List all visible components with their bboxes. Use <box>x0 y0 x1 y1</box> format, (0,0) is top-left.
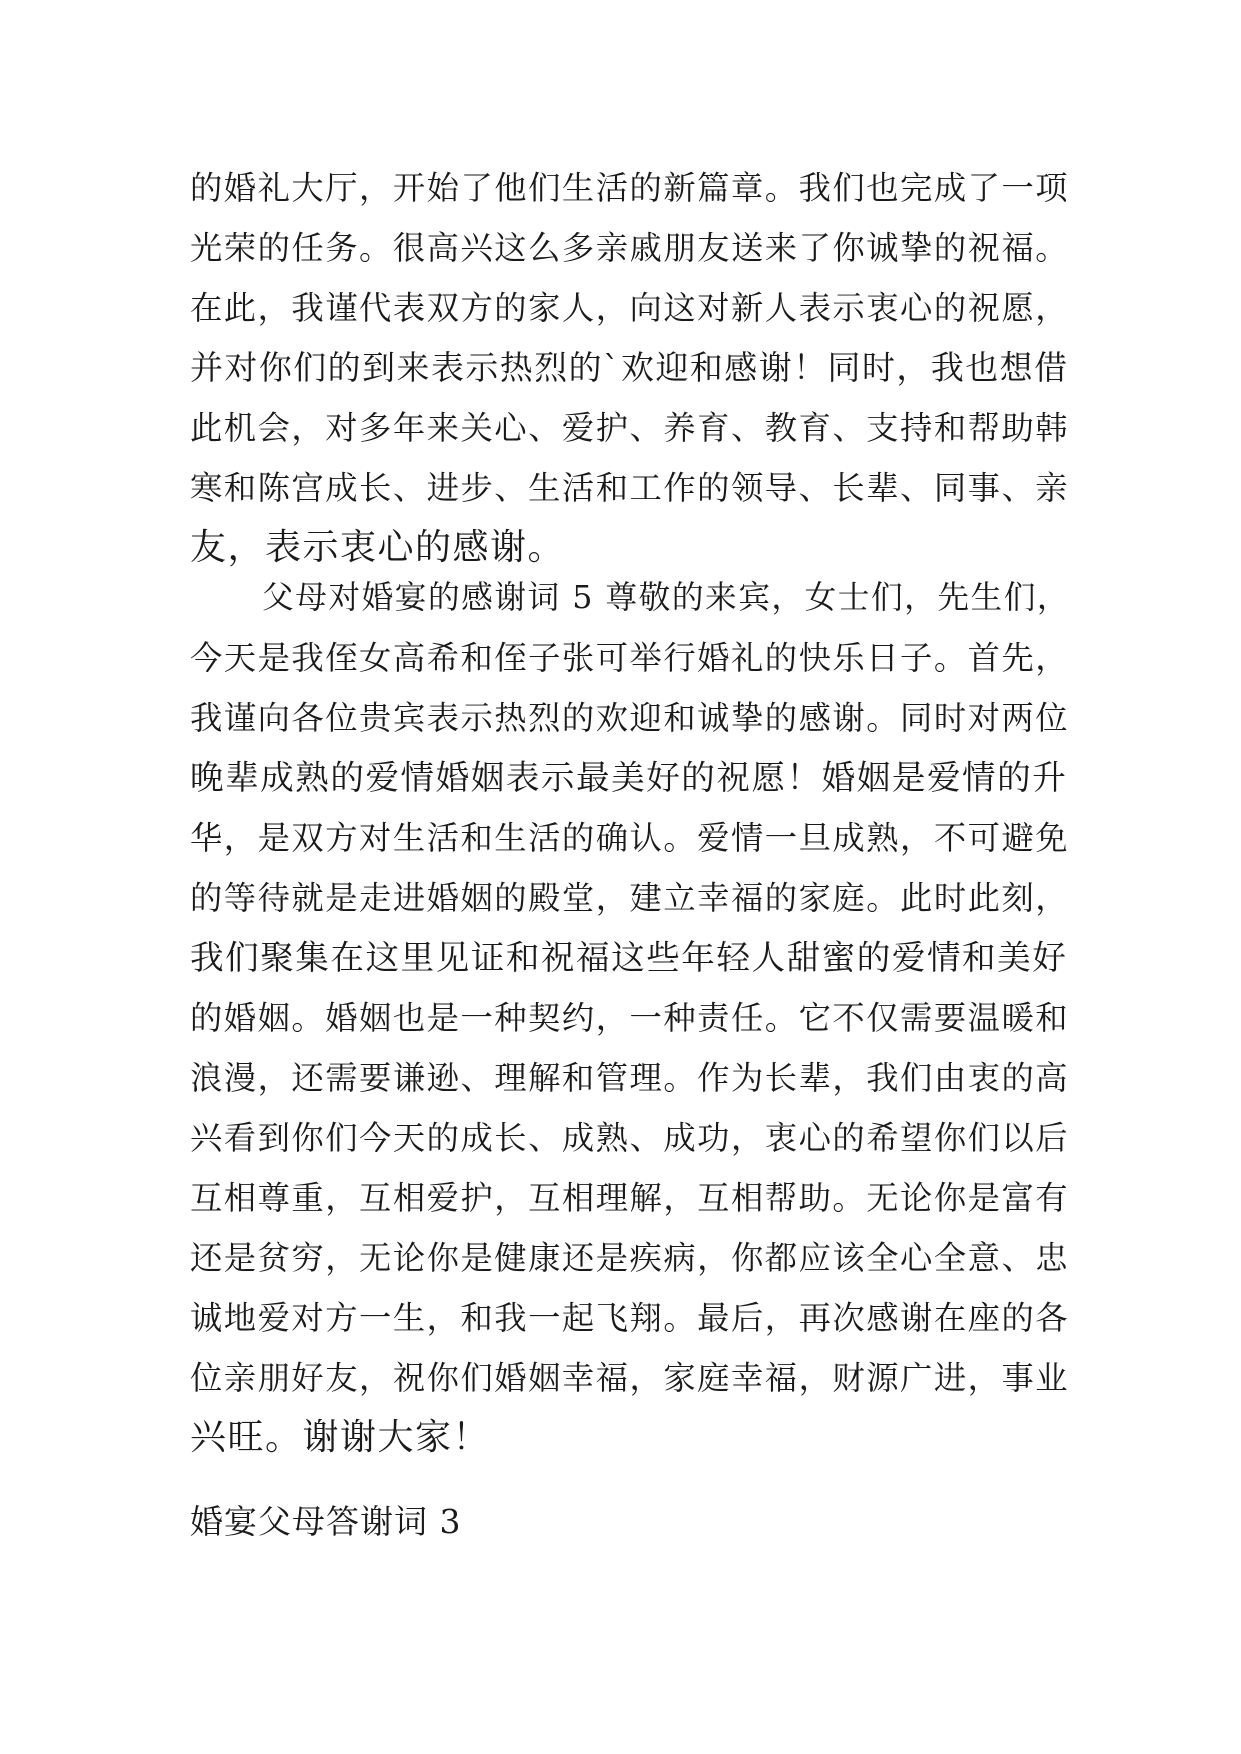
paragraph-line: 友，表示衷心的感谢。 <box>190 527 566 568</box>
paragraph-line: 华，是双方对生活和生活的确认。爱情一旦成熟，不可避免 <box>190 819 1070 857</box>
paragraph-line: 诚地爱对方一生，和我一起飞翔。最后，再次感谢在座的各 <box>190 1299 1070 1337</box>
paragraph-1 <box>190 158 1070 578</box>
paragraph-line: 的婚礼大厅，开始了他们生活的新篇章。我们也完成了一项 <box>190 169 1070 207</box>
paragraph-line: 互相尊重，互相爱护，互相理解，互相帮助。无论你是富有 <box>190 1179 1070 1217</box>
paragraph-line: 位亲朋好友，祝你们婚姻幸福，家庭幸福，财源广进，事业 <box>190 1359 1070 1397</box>
section-heading: 婚宴父母答谢词 3 <box>190 1502 462 1541</box>
paragraph-line: 寒和陈宫成长、进步、生活和工作的领导、长辈、同事、亲 <box>190 469 1070 507</box>
paragraph-line: 父母对婚宴的感谢词 5 尊敬的来宾，女士们，先生们， <box>262 580 1071 616</box>
paragraph-line: 此机会，对多年来关心、爱护、养育、教育、支持和帮助韩 <box>190 409 1070 447</box>
paragraph-line: 今天是我侄女高希和侄子张可举行婚礼的快乐日子。首先， <box>190 639 1070 677</box>
paragraph-2 <box>190 568 1070 1468</box>
paragraph-line: 在此，我谨代表双方的家人，向这对新人表示衷心的祝愿， <box>190 289 1070 327</box>
paragraph-line: 还是贫穷，无论你是健康还是疾病，你都应该全心全意、忠 <box>190 1239 1070 1277</box>
paragraph-line: 光荣的任务。很高兴这么多亲戚朋友送来了你诚挚的祝福。 <box>190 229 1070 267</box>
paragraph-line: 兴看到你们今天的成长、成熟、成功，衷心的希望你们以后 <box>190 1119 1070 1157</box>
paragraph-line: 浪漫，还需要谦逊、理解和管理。作为长辈，我们由衷的高 <box>190 1059 1070 1097</box>
paragraph-line: 的等待就是走进婚姻的殿堂，建立幸福的家庭。此时此刻， <box>190 879 1070 917</box>
paragraph-line: 我们聚集在这里见证和祝福这些年轻人甜蜜的爱情和美好 <box>190 938 1068 977</box>
paragraph-line: 我谨向各位贵宾表示热烈的欢迎和诚挚的感谢。同时对两位 <box>190 699 1070 737</box>
paragraph-line: 的婚姻。婚姻也是一种契约，一种责任。它不仅需要温暖和 <box>190 999 1070 1037</box>
paragraph-line: 兴旺。谢谢大家！ <box>190 1417 491 1458</box>
paragraph-line: 并对你们的到来表示热烈的`欢迎和感谢！同时，我也想借 <box>190 348 1069 387</box>
paragraph-line: 晚辈成熟的爱情婚姻表示最美好的祝愿！婚姻是爱情的升 <box>190 758 1068 797</box>
